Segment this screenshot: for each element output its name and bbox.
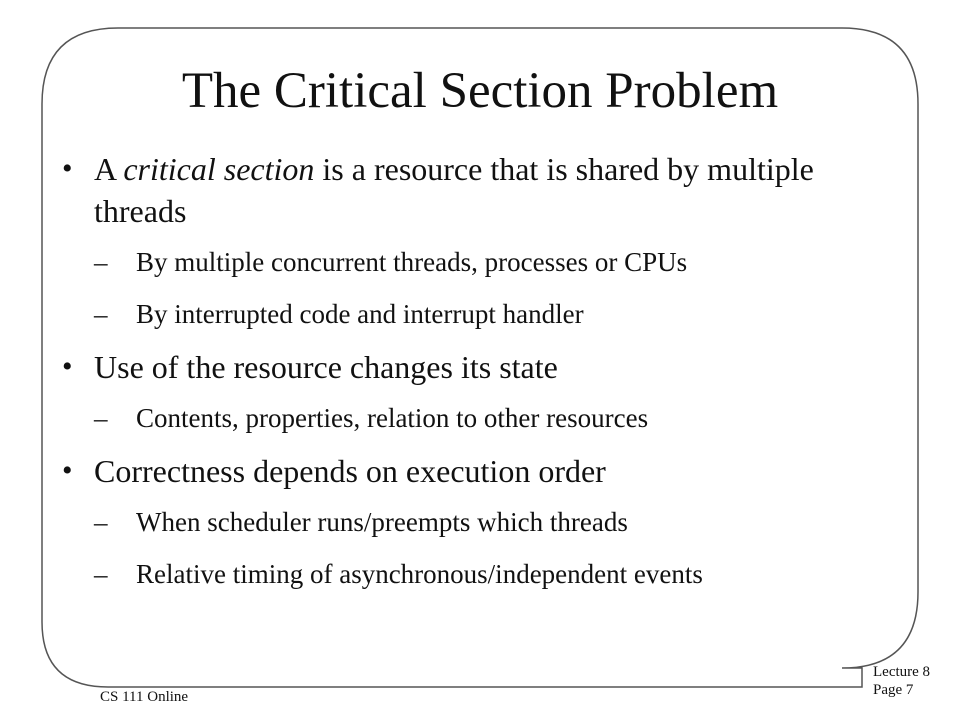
bullet-text-post: is a resource that is shared by multiple threads <box>94 151 814 229</box>
bullet-item <box>62 346 904 438</box>
bullet-marker: • <box>62 350 73 383</box>
dash-marker: – <box>94 559 108 589</box>
sub-item <box>94 398 904 438</box>
sub-item-text: When scheduler runs/preempts which threads <box>136 507 628 537</box>
sub-item <box>94 242 904 282</box>
sub-item-text: By multiple concurrent threads, processes or CPUs <box>136 247 688 277</box>
critical-section-term: critical section <box>123 151 315 187</box>
course-label: CS 111 Online <box>100 689 189 705</box>
sub-item-text: Contents, properties, relation to other resources <box>136 403 649 433</box>
sub-list <box>94 242 904 334</box>
sub-list <box>94 502 904 594</box>
sub-list <box>94 398 904 438</box>
page-number-label: Page 7 <box>873 682 914 698</box>
sub-item-text: Relative timing of asynchronous/independent events <box>136 559 703 589</box>
sub-item-text: By interrupted code and interrupt handler <box>136 299 584 329</box>
bullet-text-pre: A <box>94 151 124 187</box>
bullet-text: Use of the resource changes its state <box>94 349 558 385</box>
dash-marker: – <box>94 507 108 537</box>
bullet-text <box>94 151 814 229</box>
dash-marker: – <box>94 247 108 277</box>
bullet-list <box>62 148 904 594</box>
dash-marker: – <box>94 299 108 329</box>
sub-item <box>94 554 904 594</box>
sub-item <box>94 502 904 542</box>
bullet-text: Correctness depends on execution order <box>94 453 606 489</box>
dash-marker: – <box>94 403 108 433</box>
bullet-item <box>62 450 904 594</box>
bullet-marker: • <box>62 454 73 487</box>
sub-item <box>94 294 904 334</box>
slide-title: The Critical Section Problem <box>181 63 779 119</box>
bullet-item <box>62 148 904 334</box>
lecture-label: Lecture 8 <box>873 664 931 680</box>
bullet-marker: • <box>62 152 73 185</box>
